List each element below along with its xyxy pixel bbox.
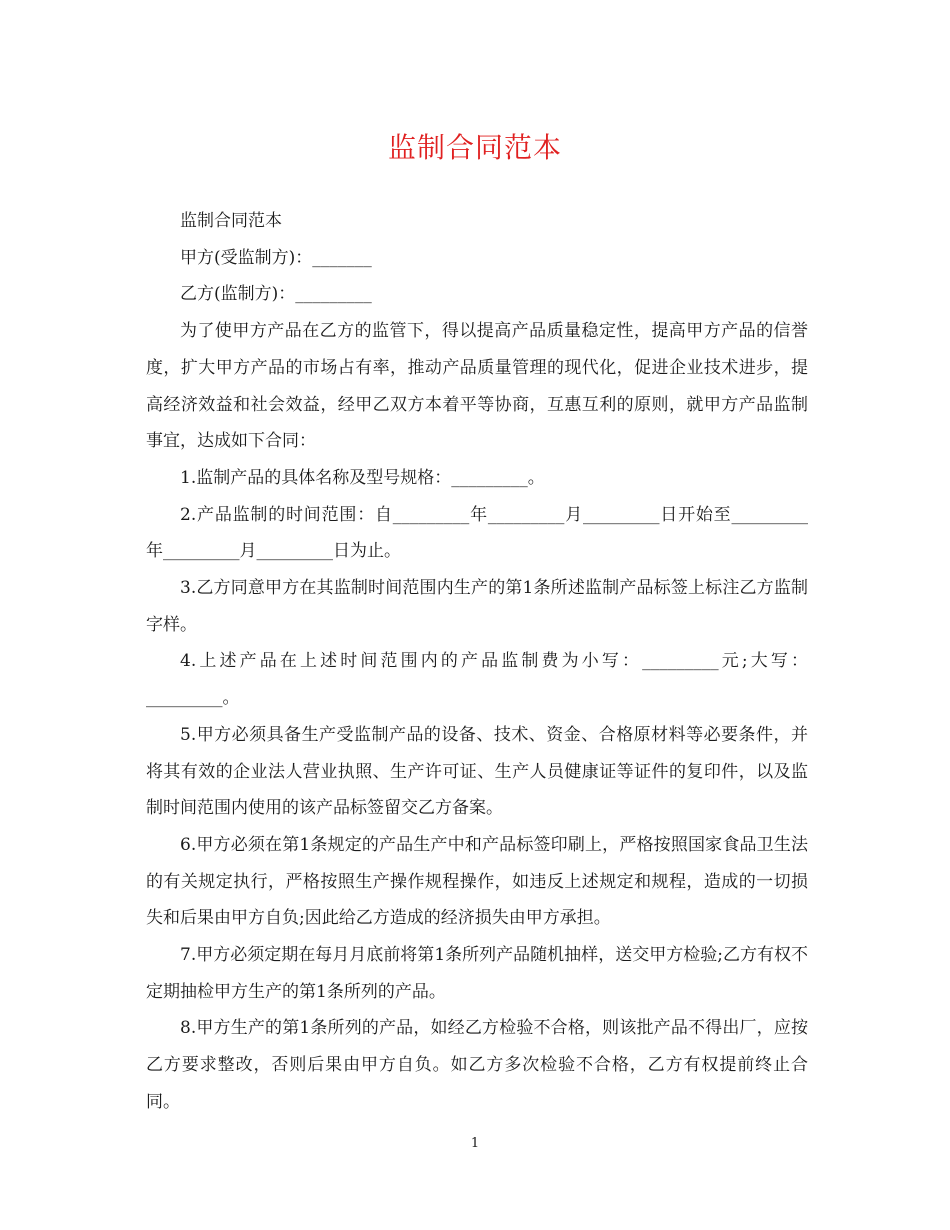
clause-7: 7.甲方必须定期在每月月底前将第1条所列产品随机抽样，送交甲方检验;乙方有权不定期抽检甲方生产的第1条所列的产品。 xyxy=(146,945,808,1002)
clause-2: 2.产品监制的时间范围：自_________年_________月_________日开始至_________年_________月_________日为止。 xyxy=(146,504,808,562)
document-title: 监制合同范本 xyxy=(387,131,562,164)
paragraph-heading: 监制合同范本 xyxy=(180,211,282,231)
document-body xyxy=(146,203,808,1121)
party-b-line: 乙方(监制方)：_________ xyxy=(180,284,372,305)
preamble-paragraph: 为了使甲方产品在乙方的监管下，得以提高产品质量稳定性，提高甲方产品的信誉度，扩大甲方产品的市场占有率，推动产品质量管理的现代化，促进企业技术进步，提高经济效益和社会效益，经甲乙双方本着平等协商，互惠互利的原则，就甲方产品监制事宜，达成如下合同： xyxy=(146,321,808,452)
clause-6: 6.甲方必须在第1条规定的产品生产中和产品标签印刷上，严格按照国家食品卫生法的有关规定执行，严格按照生产操作规程操作，如违反上述规定和规程，造成的一切损失和后果由甲方自负;因此给乙方造成的经济损失由甲方承担。 xyxy=(146,834,808,929)
page-number: 1 xyxy=(470,1136,480,1151)
clause-5: 5.甲方必须具备生产受监制产品的设备、技术、资金、合格原材料等必要条件，并将其有效的企业法人营业执照、生产许可证、生产人员健康证等证件的复印件，以及监制时间范围内使用的该产品标签留交乙方备案。 xyxy=(146,724,808,819)
clause-4: 4.上述产品在上述时间范围内的产品监制费为小写：_________元;大写：_________。 xyxy=(146,651,808,709)
clause-8: 8.甲方生产的第1条所列的产品，如经乙方检验不合格，则该批产品不得出厂，应按乙方要求整改，否则后果由甲方自负。如乙方多次检验不合格，乙方有权提前终止合同。 xyxy=(146,1018,808,1112)
clause-1: 1.监制产品的具体名称及型号规格：_________。 xyxy=(180,467,545,488)
party-a-line: 甲方(受监制方)：_______ xyxy=(180,247,372,268)
clause-3: 3.乙方同意甲方在其监制时间范围内生产的第1条所述监制产品标签上标注乙方监制字样。 xyxy=(146,578,808,635)
